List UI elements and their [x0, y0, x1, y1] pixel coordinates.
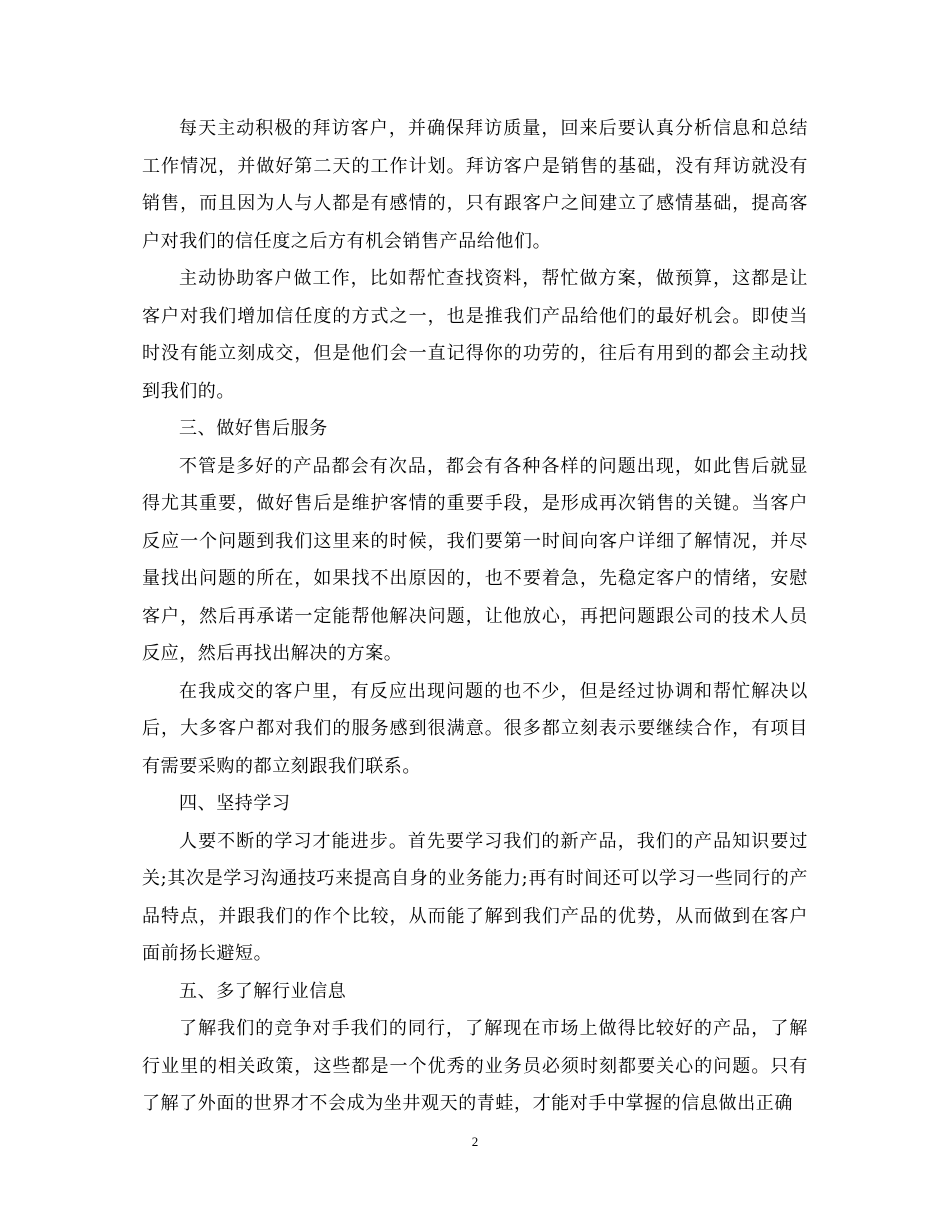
paragraph-customer-feedback: 在我成交的客户里，有反应出现问题的也不少，但是经过协调和帮忙解决以后，大多客户都对我们的服务感到很满意。很多都立刻表示要继续合作，有项目有需要采购的都立刻跟我们联系。	[142, 680, 808, 777]
paragraph-assist-customers: 主动协助客户做工作，比如帮忙查找资料，帮忙做方案，做预算，这都是让客户对我们增加信任度的方式之一，也是推我们产品给他们的最好机会。即使当时没有能立刻成交，但是他们会一直记得你的功劳的，往后有用到的都会主动找到我们的。	[142, 268, 808, 402]
paragraph-industry-info: 了解我们的竞争对手我们的同行，了解现在市场上做得比较好的产品，了解行业里的相关政策，这些都是一个优秀的业务员必须时刻都要关心的问题。只有了解了外面的世界才不会成为坐井观天的青蛙，才能对手中掌握的信息做出正确	[142, 1018, 808, 1114]
paragraph-visit-customers: 每天主动积极的拜访客户，并确保拜访质量，回来后要认真分析信息和总结工作情况，并做好第二天的工作计划。拜访客户是销售的基础，没有拜访就没有销售，而且因为人与人都是有感情的，只有跟客户之间建立了感情基础，提高客户对我们的信任度之后方有机会销售产品给他们。	[142, 118, 808, 252]
paragraph-keep-learning: 人要不断的学习才能进步。首先要学习我们的新产品，我们的产品知识要过关;其次是学习沟通技巧来提高自身的业务能力;再有时间还可以学习一些同行的产品特点，并跟我们的作个比较，从而能了解到我们产品的优势，从而做到在客户面前扬长避短。	[142, 830, 808, 964]
section-heading-keep-learning: 四、坚持学习	[179, 793, 291, 814]
paragraph-after-sales: 不管是多好的产品都会有次品，都会有各种各样的问题出现，如此售后就显得尤其重要，做好售后是维护客情的重要手段，是形成再次销售的关键。当客户反应一个问题到我们这里来的时候，我们要第一时间向客户详细了解情况，并尽量找出问题的所在，如果找不出原因的，也不要着急，先稳定客户的情绪，安慰客户，然后再承诺一定能帮他解决问题，让他放心，再把问题跟公司的技术人员反应，然后再找出解决的方案。	[142, 455, 808, 664]
section-heading-industry-info: 五、多了解行业信息	[179, 980, 347, 1002]
section-heading-after-sales: 三、做好售后服务	[179, 418, 328, 439]
page-body	[142, 110, 808, 1123]
page-number: 2	[471, 1134, 479, 1149]
